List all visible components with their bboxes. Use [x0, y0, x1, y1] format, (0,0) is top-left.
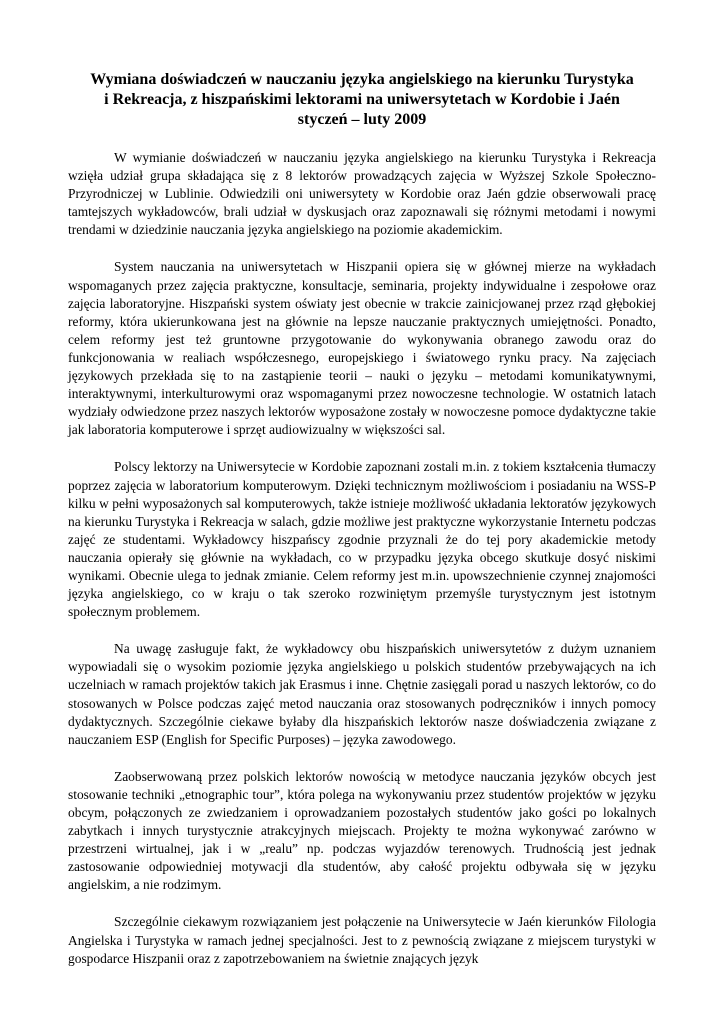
paragraph-5: Zaobserwowaną przez polskich lektorów nowością w metodyce nauczania języków obcych jest stosowanie techniki „etnographic tour”, która polega na wykonywaniu przez studentów projektów w języku obcym, połączonych ze zwiedzaniem i oprowadzaniem pozostałych studentów jako gości po lokalnych zabytkach i innych turystycznie atrakcyjnych miejscach. Projekty te można wykonywać zarówno w przestrzeni wirtualnej, jak i w „realu” np. podczas wyjazdów terenowych. Trudnością jest jednak zastosowanie odpowiedniej motywacji dla studentów, aby całość projektu odbywała się w języku angielskim, a nie rodzimym.: [68, 768, 656, 893]
paragraph-2: System nauczania na uniwersytetach w Hiszpanii opiera się w głównej mierze na wykładach wspomaganych przez zajęcia praktyczne, konsultacje, seminaria, projekty indywidualne i zespołowe oraz zajęcia laboratoryjne. Hiszpański system oświaty jest obecnie w trakcie zainicjowanej przez rząd głębokiej reformy, która ukierunkowana jest na głównie na lepsze nauczanie praktycznych umiejętności. Ponadto, celem reformy jest też gruntowne przygotowanie do wykonywania obranego zawodu oraz do funkcjonowania w realiach współczesnego, europejskiego i światowego rynku pracy. Na zajęciach językowych przekłada się to na zastąpienie teorii – nauki o języku – metodami komunikatywnymi, interaktywnymi, interkulturowymi oraz wspomaganymi przez nowoczesne technologie. W ostatnich latach wydziały odwiedzone przez naszych lektorów wyposażone zostały w nowoczesne pomoce dydaktyczne takie jak laboratoria komputerowe i sprzęt audiowizualny w większości sal.: [68, 259, 656, 438]
document-body: [68, 149, 656, 968]
paragraph-3: Polscy lektorzy na Uniwersytecie w Kordobie zapoznani zostali m.in. z tokiem kształcenia tłumaczy poprzez zajęcia w laboratorium komputerowym. Dzięki technicznym możliwościom i posiadaniu na WSS-P kilku w pełni wyposażonych sal komputerowych, także istnieje możliwość układania lektoratów językowych na kierunku Turystyka i Rekreacja w salach, gdzie możliwe jest praktyczne wykorzystanie Internetu podczas zajęć ze studentami. Wykładowcy hiszpańscy zgodnie przyznali że do tej pory akademickie metody nauczania opierały się głównie na wykładach, co w przypadku języka obcego skutkuje dosyć niskimi wynikami. Obecnie ulega to jednak zmianie. Celem reformy jest m.in. upowszechnienie czynnej znajomości języka angielskiego, co w kraju o tak szeroko rozwiniętym przemyśle turystycznym jest istotnym społecznym problemem.: [68, 459, 656, 620]
paragraph-1: W wymianie doświadczeń w nauczaniu języka angielskiego na kierunku Turystyka i Rekreacja wzięła udział grupa składająca się z 8 lektorów prowadzących zajęcia w Wyższej Szkole Społeczno-Przyrodniczej w Lublinie. Odwiedzili oni uniwersytety w Kordobie oraz Jaén gdzie obserwowali pracę tamtejszych wykładowców, brali udział w dyskusjach oraz zapoznawali się różnymi metodami i nowymi trendami w dziedzinie nauczania języka angielskiego na poziomie akademickim.: [68, 150, 656, 238]
paragraph-6: Szczególnie ciekawym rozwiązaniem jest połączenie na Uniwersytecie w Jaén kierunków Filologia Angielska i Turystyka w ramach jednej specjalności. Jest to z pewnością związane z miejscem turystyki w gospodarce Hiszpanii oraz z zapotrzebowaniem na świetnie znających język: [68, 914, 656, 966]
paragraph-4: Na uwagę zasługuje fakt, że wykładowcy obu hiszpańskich uniwersytetów z dużym uznaniem wypowiadali się o wysokim poziomie języka angielskiego u polskich studentów przebywających na ich uczelniach w ramach projektów takich jak Erasmus i inne. Chętnie zasięgali porad u naszych lektorów, co do stosowanych w Polsce podczas zajęć metod nauczania oraz stosowanych podręczników i innych pomocy dydaktycznych. Szczególnie ciekawe byłaby dla hiszpańskich lektorów nasze doświadczenia związane z nauczaniem ESP (English for Specific Purposes) – języka zawodowego.: [68, 641, 656, 747]
title-line-2: i Rekreacja, z hiszpańskimi lektorami na uniwersytetach w Kordobie i Jaén: [104, 91, 620, 108]
document-page: [68, 70, 656, 987]
title-line-3: styczeń – luty 2009: [297, 111, 427, 128]
title-line-1: Wymiana doświadczeń w nauczaniu języka angielskiego na kierunku Turystyka: [90, 71, 634, 88]
document-title: [68, 70, 656, 130]
